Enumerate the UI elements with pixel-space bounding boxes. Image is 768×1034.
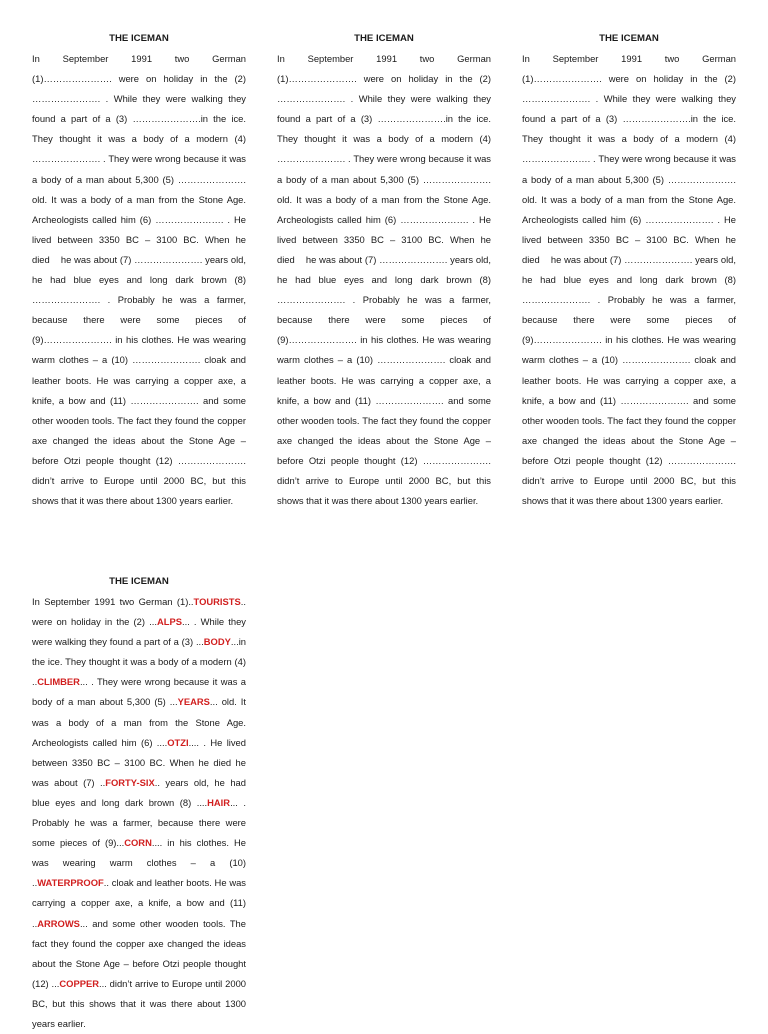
answer-key-text-10: .... in his clothes. He was wearing warm clothes – a (10) .. xyxy=(32,837,246,889)
worksheet-copy-3 xyxy=(522,29,736,511)
answer-key-text-11: .. cloak and leather boots. He was carrying a copper axe, a knife, a bow and (11) .. xyxy=(32,877,246,929)
answer-key-text-12: ... and some other wooden tools. The fact they found the copper axe changed the ideas about the Stone Age – before Otzi people thought (12) ... xyxy=(32,917,246,989)
worksheet-title: THE ICEMAN xyxy=(109,33,169,44)
answer-8: HAIR xyxy=(207,796,231,808)
answer-12: COPPER xyxy=(59,977,99,989)
worksheet-title: THE ICEMAN xyxy=(354,33,414,44)
worksheet-text-part-1: In September 1991 two German (1)…………………. were on holiday in the (2) …………………. . While they were walking they found a part of a (3) ………………….in the ice. They thought it was a body of a modern (4) …………………. . They were wrong because it was a body of a man about 5,300 (5) …………………. old. It was a body of a man from the Stone Age. Archeologists called him (6) …………………. . He lived between 3350 BC – 3100 BC. When he died xyxy=(277,53,491,265)
worksheet-text-part-2: he was about (7) …………………. years old, he had blue eyes and long dark brown (8) …………………. . Probably he was a farmer, because there were some pieces of (9)…………………. in his clothes. He was wearing warm clothes – a (10) …………………. cloak and leather boots. He was carrying a copper axe, a knife, a bow and (11) …………………. and some other wooden tools. The fact they found the copper axe changed the ideas about the Stone Age – before Otzi people thought (12) …………………. didn’t arrive to Europe until 2000 BC, but this shows that it was there about 1300 years earlier. xyxy=(522,253,736,507)
worksheet-text xyxy=(277,49,491,511)
answer-key-text xyxy=(32,592,246,1034)
worksheet-text xyxy=(522,49,736,511)
answer-2: ALPS xyxy=(156,616,182,628)
worksheet-copy-2 xyxy=(277,29,491,511)
answer-key-text-7: .... . He lived between 3350 BC – 3100 BC. When he died he was about (7) .. xyxy=(32,736,246,788)
answer-key xyxy=(32,572,246,1034)
answer-11: ARROWS xyxy=(37,917,80,929)
answer-4: CLIMBER xyxy=(37,676,80,688)
worksheet-copy-1 xyxy=(32,29,246,511)
answer-key-text-4: ...in the ice. They thought it was a body of a modern (4) .. xyxy=(32,636,246,688)
answer-key-text-2: .. were on holiday in the (2) ... xyxy=(32,596,246,628)
answer-3: BODY xyxy=(203,636,231,648)
answer-6: OTZI xyxy=(167,736,189,748)
answer-1: TOURISTS xyxy=(193,596,241,607)
worksheet-text-part-2: he was about (7) …………………. years old, he had blue eyes and long dark brown (8) …………………. . Probably he was a farmer, because there were some pieces of (9)…………………. in his clothes. He was wearing warm clothes – a (10) …………………. cloak and leather boots. He was carrying a copper axe, a knife, a bow and (11) …………………. and some other wooden tools. The fact they found the copper axe changed the ideas about the Stone Age – before Otzi people thought (12) …………………. didn’t arrive to Europe until 2000 BC, but this shows that it was there about 1300 years earlier. xyxy=(32,253,246,507)
answer-key-text-13: ... didn’t arrive to Europe until 2000 BC, but this shows that it was there about 1300 years earlier. xyxy=(32,977,247,1029)
worksheet-text-part-2: he was about (7) …………………. years old, he had blue eyes and long dark brown (8) …………………. . Probably he was a farmer, because there were some pieces of (9)…………………. in his clothes. He was wearing warm clothes – a (10) …………………. cloak and leather boots. He was carrying a copper axe, a knife, a bow and (11) …………………. and some other wooden tools. The fact they found the copper axe changed the ideas about the Stone Age – before Otzi people thought (12) …………………. didn’t arrive to Europe until 2000 BC, but this shows that it was there about 1300 years earlier. xyxy=(277,253,491,507)
worksheet-text-part-1: In September 1991 two German (1)…………………. were on holiday in the (2) …………………. . While they were walking they found a part of a (3) ………………….in the ice. They thought it was a body of a modern (4) …………………. . They were wrong because it was a body of a man about 5,300 (5) …………………. old. It was a body of a man from the Stone Age. Archeologists called him (6) …………………. . He lived between 3350 BC – 3100 BC. When he died xyxy=(32,53,246,265)
answer-key-text-9: ... . Probably he was a farmer, because there were some pieces of (9)... xyxy=(32,796,246,849)
answer-key-text-8: .. years old, he had blue eyes and long dark brown (8) .... xyxy=(32,776,246,808)
answer-key-text-1: In September 1991 two German (1).. xyxy=(32,596,194,607)
answer-key-title: THE ICEMAN xyxy=(109,576,169,587)
worksheet-title: THE ICEMAN xyxy=(599,33,659,44)
answer-key-text-5: ... . They were wrong because it was a body of a man about 5,300 (5) ... xyxy=(32,676,246,708)
answer-7: FORTY-SIX xyxy=(105,776,155,788)
answer-5: YEARS xyxy=(177,696,210,708)
answer-10: WATERPROOF xyxy=(37,877,104,889)
answer-9: CORN xyxy=(124,837,152,849)
worksheet-text xyxy=(32,49,246,511)
answer-key-text-3: ... . While they were walking they found a part of a (3) ... xyxy=(32,616,246,648)
worksheet-text-part-1: In September 1991 two German (1)…………………. were on holiday in the (2) …………………. . While they were walking they found a part of a (3) ………………….in the ice. They thought it was a body of a modern (4) …………………. . They were wrong because it was a body of a man about 5,300 (5) …………………. old. It was a body of a man from the Stone Age. Archeologists called him (6) …………………. . He lived between 3350 BC – 3100 BC. When he died xyxy=(522,53,736,265)
answer-key-text-6: ... old. It was a body of a man from the Stone Age. Archeologists called him (6) .... xyxy=(32,696,246,748)
